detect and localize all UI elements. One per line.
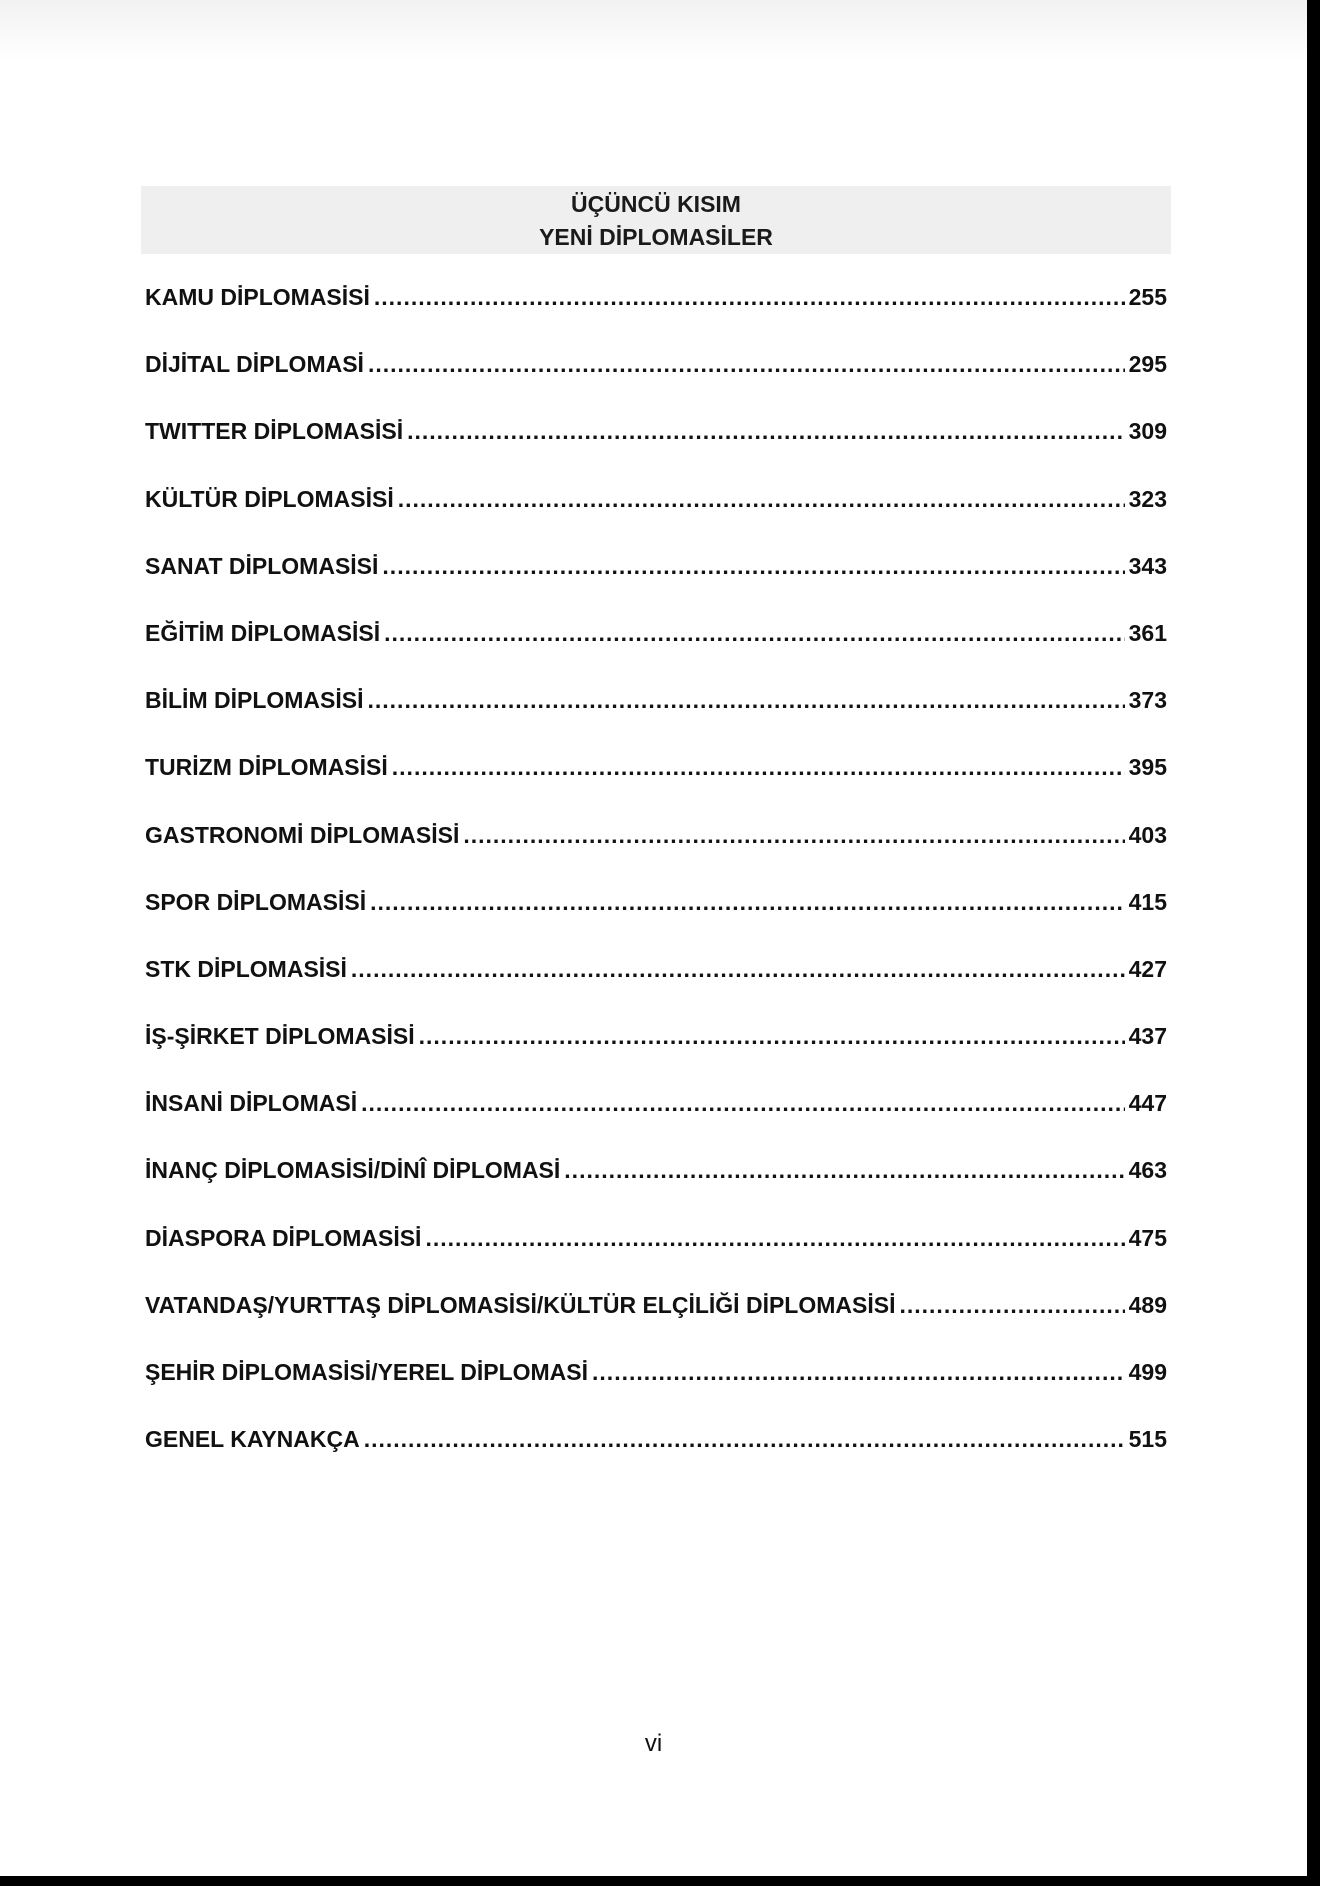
- toc-entry-page: 403: [1128, 821, 1167, 848]
- toc-entry[interactable]: [145, 1292, 1167, 1359]
- toc-entry-page: 499: [1128, 1359, 1167, 1385]
- toc-entry[interactable]: [145, 553, 1167, 620]
- toc-leader-dots: [407, 418, 1125, 445]
- toc-entry-page: 475: [1128, 1224, 1167, 1251]
- toc-entry[interactable]: [145, 418, 1167, 485]
- toc-entry-page: 255: [1128, 284, 1167, 310]
- toc-entry-page: 447: [1128, 1090, 1167, 1117]
- part-title: YENİ DİPLOMASİLER: [539, 224, 773, 250]
- toc-entry[interactable]: [145, 1359, 1167, 1426]
- toc-entry-page: 463: [1128, 1157, 1167, 1184]
- toc-leader-dots: [425, 1225, 1124, 1252]
- toc-entry[interactable]: [145, 889, 1167, 956]
- toc-entry-title: GASTRONOMİ DİPLOMASİSİ: [145, 821, 460, 848]
- toc-entry-page: 373: [1128, 687, 1167, 714]
- toc-leader-dots: [382, 553, 1124, 580]
- table-of-contents: [145, 284, 1167, 1493]
- toc-entry[interactable]: [145, 1023, 1167, 1090]
- toc-entry-title: SANAT DİPLOMASİSİ: [145, 552, 379, 579]
- toc-entry-title: KAMU DİPLOMASİSİ: [145, 284, 370, 310]
- toc-entry[interactable]: [145, 956, 1167, 1023]
- toc-entry-title: BİLİM DİPLOMASİSİ: [145, 687, 364, 714]
- toc-leader-dots: [368, 687, 1125, 714]
- toc-entry-title: EĞİTİM DİPLOMASİSİ: [145, 619, 381, 646]
- toc-entry-page: 415: [1128, 888, 1167, 915]
- toc-entry-page: 309: [1128, 418, 1167, 445]
- toc-leader-dots: [564, 1157, 1124, 1184]
- toc-entry-title: İNANÇ DİPLOMASİSİ/DİNÎ DİPLOMASİ: [145, 1157, 561, 1184]
- toc-entry[interactable]: [145, 1090, 1167, 1157]
- toc-entry-title: TURİZM DİPLOMASİSİ: [145, 754, 388, 781]
- toc-entry-page: 489: [1128, 1291, 1167, 1318]
- toc-entry[interactable]: [145, 1426, 1167, 1493]
- toc-leader-dots: [361, 1090, 1125, 1117]
- toc-entry[interactable]: [145, 620, 1167, 687]
- toc-leader-dots: [351, 956, 1125, 983]
- part-header: [141, 186, 1171, 254]
- toc-entry[interactable]: [145, 284, 1167, 351]
- toc-entry-title: DİASPORA DİPLOMASİSİ: [145, 1224, 422, 1251]
- toc-leader-dots: [384, 620, 1125, 647]
- toc-entry-page: 515: [1128, 1426, 1167, 1453]
- toc-entry[interactable]: [145, 687, 1167, 754]
- toc-entry-page: 343: [1128, 552, 1167, 579]
- toc-entry[interactable]: [145, 754, 1167, 821]
- toc-entry[interactable]: [145, 486, 1167, 553]
- toc-entry-title: İNSANİ DİPLOMASİ: [145, 1090, 358, 1117]
- toc-entry[interactable]: [145, 351, 1167, 418]
- toc-entry-page: 361: [1128, 619, 1167, 646]
- toc-entry-page: 427: [1128, 955, 1167, 982]
- toc-entry-page: 437: [1128, 1023, 1167, 1050]
- toc-leader-dots: [364, 1426, 1125, 1453]
- toc-leader-dots: [368, 351, 1125, 378]
- page-top-shadow: [0, 0, 1307, 60]
- toc-entry-title: İŞ-ŞİRKET DİPLOMASİSİ: [145, 1023, 415, 1050]
- toc-entry-title: GENEL KAYNAKÇA: [145, 1426, 360, 1453]
- toc-leader-dots: [370, 889, 1125, 916]
- toc-entry-title: TWITTER DİPLOMASİSİ: [145, 418, 404, 445]
- toc-entry[interactable]: [145, 1157, 1167, 1224]
- toc-leader-dots: [392, 754, 1125, 781]
- toc-leader-dots: [899, 1292, 1124, 1319]
- toc-entry-page: 323: [1128, 485, 1167, 512]
- toc-entry-title: ŞEHİR DİPLOMASİSİ/YEREL DİPLOMASİ: [145, 1359, 589, 1385]
- toc-entry-page: 295: [1128, 351, 1167, 378]
- toc-leader-dots: [398, 486, 1125, 513]
- toc-leader-dots: [463, 822, 1124, 849]
- toc-entry-title: VATANDAŞ/YURTTAŞ DİPLOMASİSİ/KÜLTÜR ELÇİLİĞİ DİPLOMASİSİ: [145, 1291, 896, 1318]
- toc-entry[interactable]: [145, 822, 1167, 889]
- toc-leader-dots: [419, 1023, 1125, 1050]
- toc-entry-title: KÜLTÜR DİPLOMASİSİ: [145, 485, 394, 512]
- toc-entry-title: SPOR DİPLOMASİSİ: [145, 888, 367, 915]
- toc-entry[interactable]: [145, 1225, 1167, 1292]
- toc-leader-dots: [374, 284, 1125, 311]
- toc-entry-title: DİJİTAL DİPLOMASİ: [145, 351, 364, 378]
- toc-leader-dots: [592, 1359, 1125, 1386]
- toc-entry-title: STK DİPLOMASİSİ: [145, 955, 347, 982]
- toc-entry-page: 395: [1128, 754, 1167, 781]
- page-number: vi: [644, 1730, 663, 1757]
- part-label: ÜÇÜNCÜ KISIM: [571, 191, 741, 217]
